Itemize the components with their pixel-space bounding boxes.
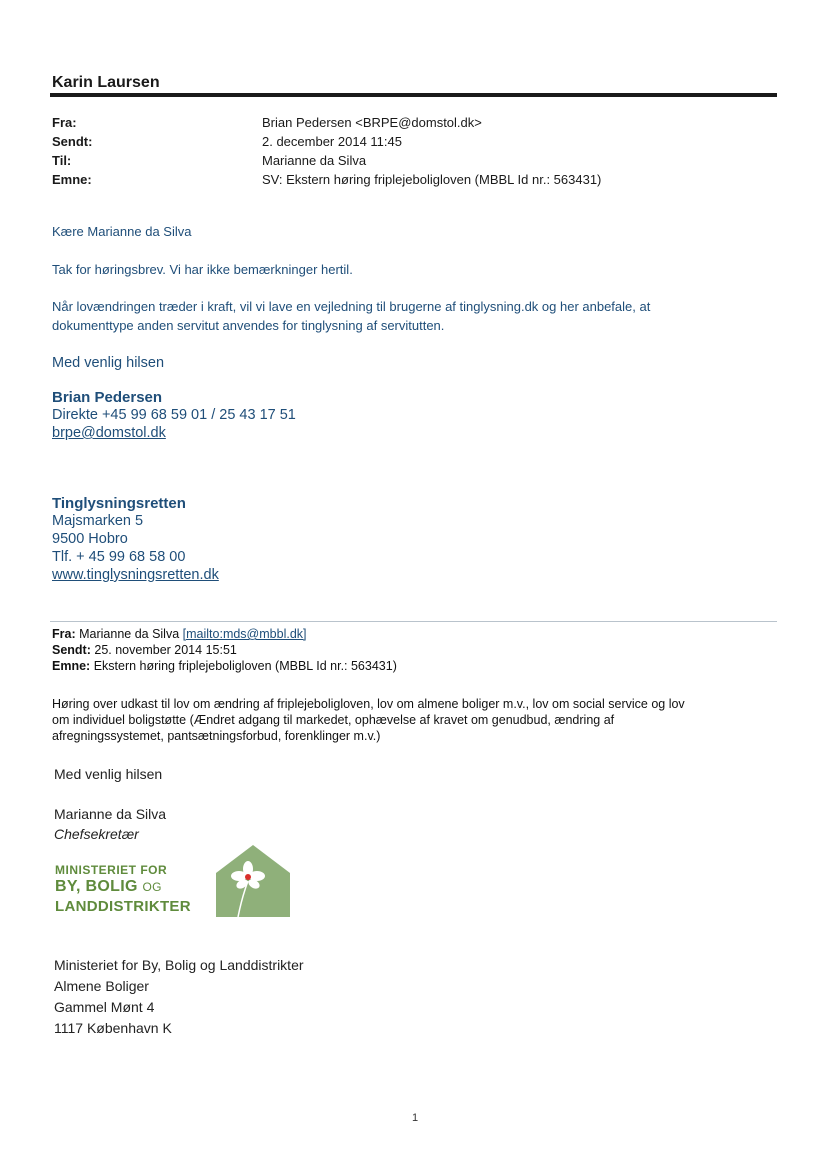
- address-line-2: Almene Boliger: [54, 978, 149, 994]
- top-name: Karin Laursen: [52, 74, 160, 91]
- reply-signature-email-link[interactable]: brpe@domstol.dk: [52, 425, 166, 441]
- ministry-logo: [52, 845, 292, 920]
- forwarded-body-line-2: om individuel boligstøtte (Ændret adgang til markedet, ophævelse af kravet om genudbud, ændring af: [52, 713, 615, 727]
- org-phone: Tlf. + 45 99 68 58 00: [52, 549, 186, 565]
- forwarded-mailto-link[interactable]: [mailto:mds@mbbl.dk]: [182, 627, 307, 641]
- logo-line-2-og: OG: [142, 880, 162, 894]
- org-name: Tinglysningsretten: [52, 495, 186, 512]
- address-line-3: Gammel Mønt 4: [54, 999, 155, 1015]
- forwarded-from-line: [52, 627, 307, 641]
- page-number: 1: [412, 1112, 419, 1124]
- forwarded-sent-label: Sendt:: [52, 643, 91, 657]
- org-website-link[interactable]: www.tinglysningsretten.dk: [52, 567, 219, 583]
- address-line-4: 1117 København K: [54, 1020, 172, 1036]
- from-value: Brian Pedersen <BRPE@domstol.dk>: [262, 115, 482, 130]
- reply-signature-phone: Direkte +45 99 68 59 01 / 25 43 17 51: [52, 407, 296, 423]
- header-divider: [50, 93, 777, 97]
- forward-divider: [50, 621, 777, 622]
- org-street: Majsmarken 5: [52, 513, 144, 529]
- reply-line-1: Tak for høringsbrev. Vi har ikke bemærkninger hertil.: [52, 262, 353, 277]
- address-line-1: Ministeriet for By, Bolig og Landdistrikter: [54, 957, 304, 973]
- to-value: Marianne da Silva: [262, 153, 367, 168]
- reply-signature-name: Brian Pedersen: [52, 389, 163, 406]
- subject-label: Emne:: [52, 172, 92, 187]
- reply-closing: Med venlig hilsen: [52, 355, 165, 371]
- forwarded-subject-value: Ekstern høring friplejeboligloven (MBBL Id nr.: 563431): [93, 659, 397, 673]
- forwarded-sent-line: [52, 643, 237, 657]
- forwarded-from-value: Marianne da Silva: [79, 627, 180, 641]
- sent-label: Sendt:: [52, 134, 93, 149]
- logo-line-2-main: BY, BOLIG: [55, 878, 138, 895]
- forwarded-subject-label: Emne:: [52, 659, 91, 673]
- forwarded-body-line-1: Høring over udkast til lov om ændring af friplejeboligloven, lov om almene boliger m.v., lov om social service og lov: [52, 697, 685, 711]
- from-label: Fra:: [52, 115, 77, 130]
- forwarded-sent-value: 25. november 2014 15:51: [94, 643, 237, 657]
- sent-value: 2. december 2014 11:45: [262, 134, 402, 149]
- reply-greeting: Kære Marianne da Silva: [52, 224, 192, 239]
- logo-line-2: [55, 878, 162, 896]
- to-label: Til:: [52, 153, 72, 168]
- forwarded-signature-title: Chefsekretær: [54, 826, 139, 842]
- forwarded-from-label: Fra:: [52, 627, 76, 641]
- org-city: 9500 Hobro: [52, 531, 128, 547]
- house-flower-icon: [216, 845, 290, 917]
- reply-line-2b: dokumenttype anden servitut anvendes for tinglysning af servitutten.: [52, 318, 445, 333]
- forwarded-body-line-3: afregningssystemet, pantsætningsforbud, forenklinger m.v.): [52, 729, 381, 743]
- forwarded-signature-name: Marianne da Silva: [54, 806, 167, 822]
- reply-line-2a: Når lovændringen træder i kraft, vil vi lave en vejledning til brugerne af tinglysning.dk og her anbefale, at: [52, 299, 651, 314]
- logo-line-3: LANDDISTRIKTER: [55, 898, 191, 915]
- forwarded-closing: Med venlig hilsen: [54, 766, 163, 782]
- forwarded-subject-line: [52, 659, 397, 673]
- subject-value: SV: Ekstern høring friplejeboligloven (MBBL Id nr.: 563431): [262, 172, 602, 187]
- logo-line-1: MINISTERIET FOR: [55, 863, 168, 877]
